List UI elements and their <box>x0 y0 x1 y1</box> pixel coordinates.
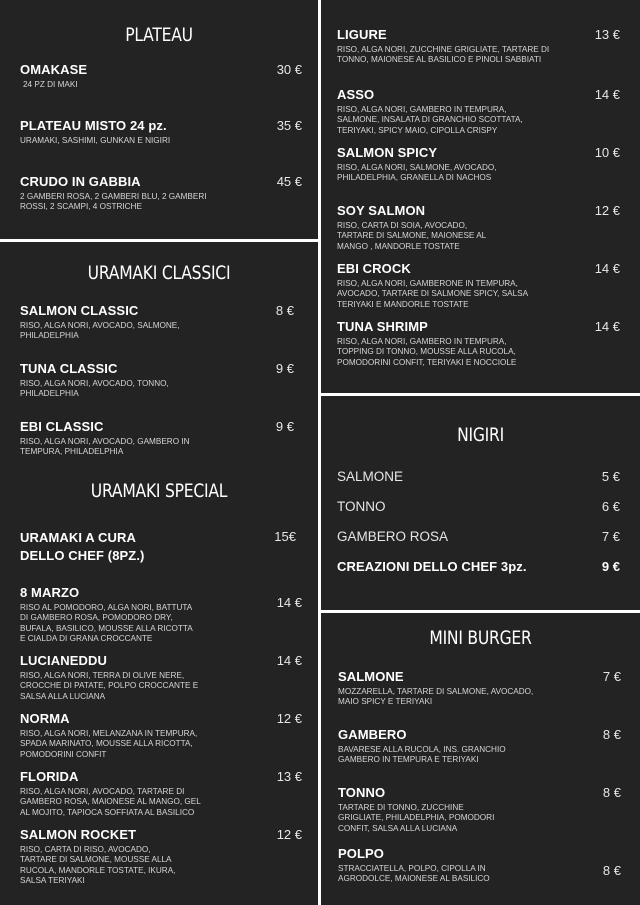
item-price: 9 € <box>275 419 294 434</box>
special-right-panel <box>321 0 640 393</box>
item-desc: 2 GAMBERI ROSA, 2 GAMBERI BLU, 2 GAMBERI ROSSI, 2 SCAMPI, 4 OSTRICHE <box>20 192 207 212</box>
menu-item <box>20 585 198 645</box>
menu-item <box>337 145 517 184</box>
section-title-uramaki-special: URAMAKI SPECIAL <box>90 480 228 502</box>
item-name: ASSO <box>337 87 375 102</box>
item-desc: RISO, ALGA NORI, AVOCADO, GAMBERO IN TEMPURA, PHILADELPHIA <box>20 437 190 457</box>
menu-item <box>337 27 567 66</box>
item-desc: RISO AL POMODORO, ALGA NORI, BATTUTA DI GAMBERO ROSA, POMODORO DRY, BUFALA, BASILICO, MOUSSE ALLA RICOTTA E CIALDA DI GRANA CROCCANTE <box>20 603 193 644</box>
item-price: 14 € <box>276 653 302 668</box>
item-desc: BAVARESE ALLA RUCOLA, INS. GRANCHIO GAMBERO IN TEMPURA E TERIYAKI <box>338 745 506 765</box>
item-desc: RISO, ALGA NORI, AVOCADO, SALMONE, PHILADELPHIA <box>20 321 180 341</box>
item-desc: STRACCIATELLA, POLPO, CIPOLLA IN AGRODOLCE, MAIONESE AL BASILICO <box>338 864 490 884</box>
item-price: 9 € <box>601 559 620 574</box>
menu-item <box>337 261 547 310</box>
mini-burger-panel <box>321 613 640 905</box>
menu-item <box>20 653 205 702</box>
menu-item <box>337 319 527 368</box>
item-price: 7 € <box>601 529 620 544</box>
item-name: SALMON CLASSIC <box>20 303 139 318</box>
item-price: 14 € <box>594 319 620 334</box>
item-price: 8 € <box>275 303 294 318</box>
nigiri-item-name: SALMONE <box>337 469 404 484</box>
uramaki-panel <box>0 242 318 905</box>
item-name: FLORIDA <box>20 769 79 784</box>
item-name: SALMONE <box>338 669 404 684</box>
item-price: 13 € <box>276 769 302 784</box>
item-price: 12 € <box>276 711 302 726</box>
item-desc: RISO, CARTA DI SOIA, AVOCADO, TARTARE DI SALMONE, MAIONESE AL MANGO , MANDORLE TOSTATE <box>337 221 486 251</box>
item-desc: RISO, ALGA NORI, TERRA DI OLIVE NERE, CROCCHE DI PATATE, POLPO CROCCANTE E SALSA ALLA LUCIANA <box>20 671 199 701</box>
item-price: 9 € <box>275 361 294 376</box>
menu-item <box>20 361 190 400</box>
item-price: 5 € <box>601 469 620 484</box>
menu-item <box>20 62 270 90</box>
nigiri-panel <box>321 396 640 610</box>
section-title-plateau: PLATEAU <box>125 24 193 46</box>
item-name: NORMA <box>20 711 70 726</box>
item-name: TUNA CLASSIC <box>20 361 118 376</box>
item-desc: RISO, ALGA NORI, GAMBERONE IN TEMPURA, AVOCADO, TARTARE DI SALMONE SPICY, SALSA TERIYAKI E MANDORLE TOSTATE <box>337 279 528 309</box>
item-price: 15€ <box>274 529 296 544</box>
menu-item <box>20 174 220 213</box>
menu-item <box>338 727 518 766</box>
item-name: TUNA SHRIMP <box>337 319 428 334</box>
item-price: 6 € <box>601 499 620 514</box>
item-desc: URAMAKI, SASHIMI, GUNKAN E NIGIRI <box>20 136 171 145</box>
item-name: LIGURE <box>337 27 387 42</box>
item-desc: RISO, ALGA NORI, GAMBERO IN TEMPURA, SALMONE, INSALATA DI GRANCHIO SCOTTATA, TERIYAKI, SPICY MAIO, CIPOLLA CRISPY <box>337 105 523 135</box>
item-price: 30 € <box>276 62 302 77</box>
menu-item <box>337 87 537 136</box>
item-name: SOY SALMON <box>337 203 426 218</box>
menu-item <box>20 118 270 146</box>
item-desc: RISO, ALGA NORI, AVOCADO, TONNO, PHILADELPHIA <box>20 379 169 399</box>
item-price: 7 € <box>602 669 621 684</box>
item-price: 12 € <box>276 827 302 842</box>
item-price: 8 € <box>602 785 621 800</box>
item-price: 8 € <box>602 863 621 878</box>
menu-item <box>338 846 508 885</box>
item-name: URAMAKI A CURA DELLO CHEF (8PZ.) <box>20 530 145 563</box>
menu-item <box>20 827 180 887</box>
plateau-panel <box>0 0 318 239</box>
item-price: 14 € <box>276 595 302 610</box>
section-title-mini-burger: MINI BURGER <box>429 627 532 649</box>
item-desc: RISO, ALGA NORI, SALMONE, AVOCADO, PHILADELPHIA, GRANELLA DI NACHOS <box>337 163 497 183</box>
item-desc: RISO, ALGA NORI, MELANZANA IN TEMPURA, SPADA MARINATO, MOUSSE ALLA RICOTTA, POMODORINI CONFIT <box>20 729 198 759</box>
item-name: EBI CROCK <box>337 261 411 276</box>
item-name: SALMON ROCKET <box>20 827 137 842</box>
item-name: GAMBERO <box>338 727 407 742</box>
item-desc: RISO, ALGA NORI, AVOCADO, TARTARE DI GAMBERO ROSA, MAIONESE AL MANGO, GEL AL MOJITO, TAPIOCA SOFFIATA AL BASILICO <box>20 787 201 817</box>
menu-item <box>338 785 508 834</box>
item-price: 14 € <box>594 87 620 102</box>
item-desc: MOZZARELLA, TARTARE DI SALMONE, AVOCADO, MAIO SPICY E TERIYAKI <box>338 687 534 707</box>
item-name: CRUDO IN GABBIA <box>20 174 141 189</box>
item-name: OMAKASE <box>20 62 88 77</box>
item-name: PLATEAU MISTO 24 pz. <box>20 118 167 133</box>
item-name: 8 MARZO <box>20 585 80 600</box>
nigiri-item-name: CREAZIONI DELLO CHEF 3pz. <box>337 559 527 574</box>
item-price: 12 € <box>594 203 620 218</box>
section-title-uramaki-classici: URAMAKI CLASSICI <box>87 262 231 284</box>
menu-item <box>20 769 210 818</box>
item-price: 14 € <box>594 261 620 276</box>
nigiri-item-name: GAMBERO ROSA <box>337 529 449 544</box>
item-name: POLPO <box>338 846 385 861</box>
item-price: 13 € <box>594 27 620 42</box>
item-name: LUCIANEDDU <box>20 653 107 668</box>
menu-item <box>20 711 205 760</box>
item-price: 35 € <box>276 118 302 133</box>
menu-item <box>20 303 200 342</box>
item-desc: RISO, CARTA DI RISO, AVOCADO, TARTARE DI SALMONE, MOUSSE ALLA RUCOLA, MANDORLE TOSTATE, IKURA, SALSA TERIYAKI <box>20 845 176 886</box>
menu-item <box>338 669 553 708</box>
item-name: EBI CLASSIC <box>20 419 104 434</box>
item-desc: 24 PZ DI MAKI <box>23 80 78 89</box>
menu-item <box>20 419 210 458</box>
menu-item <box>20 529 160 565</box>
item-price: 8 € <box>602 727 621 742</box>
item-name: TONNO <box>338 785 386 800</box>
item-price: 45 € <box>276 174 302 189</box>
menu-item <box>337 203 497 252</box>
item-price: 10 € <box>594 145 620 160</box>
item-desc: RISO, ALGA NORI, ZUCCHINE GRIGLIATE, TARTARE DI TONNO, MAIONESE AL BASILICO E PINOLI SABBIATI <box>337 45 550 65</box>
item-name: SALMON SPICY <box>337 145 438 160</box>
item-desc: TARTARE DI TONNO, ZUCCHINE GRIGLIATE, PHILADELPHIA, POMODORI CONFIT, SALSA ALLA LUCIANA <box>338 803 495 833</box>
section-title-nigiri: NIGIRI <box>457 424 504 446</box>
nigiri-item-name: TONNO <box>337 499 386 514</box>
item-desc: RISO, ALGA NORI, GAMBERO IN TEMPURA, TOPPING DI TONNO, MOUSSE ALLA RUCOLA, POMODORINI CONFIT, TERIYAKI E NOCCIOLE <box>337 337 517 367</box>
